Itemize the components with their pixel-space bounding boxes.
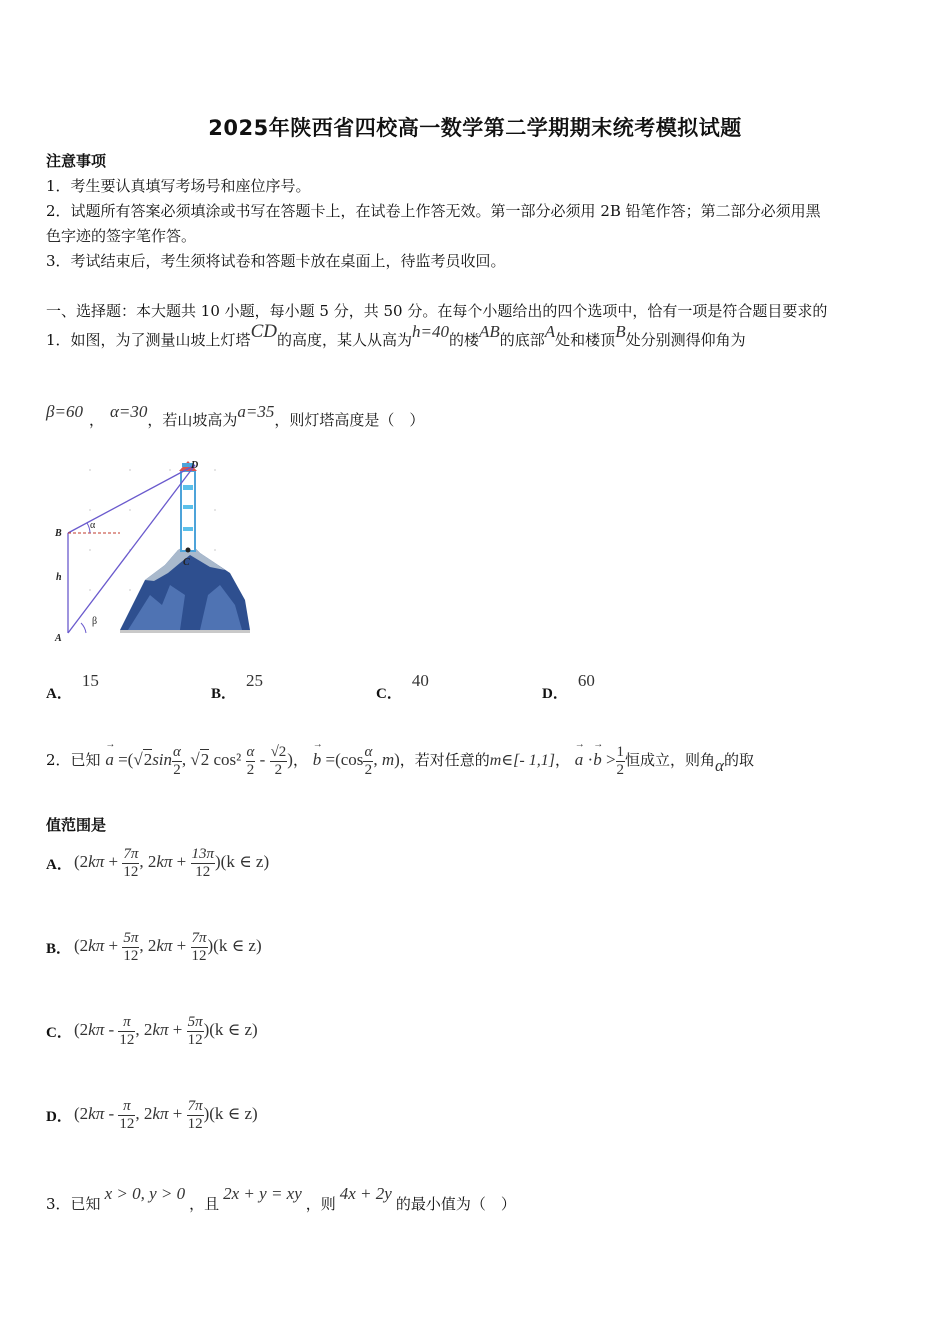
- frac-num: 13π: [191, 846, 215, 862]
- question-3: [46, 1184, 516, 1214]
- q1-text: 处和楼顶: [555, 331, 616, 349]
- frac-den: 12: [119, 1116, 135, 1132]
- q1-option-a[interactable]: [46, 670, 99, 702]
- q2-text: 恒成立，则角: [625, 751, 716, 769]
- frac-den: 12: [119, 1032, 135, 1048]
- frac-den: 12: [123, 864, 139, 880]
- q1-number: 1．: [46, 331, 71, 349]
- frac-den: 12: [187, 1116, 203, 1132]
- option-letter: C．: [376, 686, 402, 702]
- question-1-line1: [46, 321, 746, 366]
- sign: +: [108, 852, 119, 872]
- q1-math-h: h=40: [411, 322, 449, 341]
- page-title: 2025年陕西省四校高一数学第二学期期末统考模拟试题: [208, 116, 742, 140]
- q1-text: 的底部: [499, 331, 545, 349]
- q3-text: 的最小值为（ ）: [395, 1195, 516, 1213]
- q2-number: 2．: [46, 751, 71, 769]
- option-letter: B．: [211, 686, 237, 702]
- tail: )(k ∈ z): [215, 852, 270, 872]
- q2-option-b[interactable]: B． (2kπ + $\frac{5\pi}{12}$ , 2kπ + $\frac{7\pi}{12}$ )(k ∈ z): [46, 930, 262, 964]
- q1-text: 的楼: [448, 331, 479, 349]
- question-2-line2: 值范围是: [46, 816, 107, 834]
- label-b: B: [55, 528, 62, 539]
- q1-math-ab: AB: [478, 322, 500, 341]
- q2-dot-product-expr: → a ·→ b > $\frac{1}{2}$: [575, 750, 625, 769]
- frac-num: 7π: [191, 930, 207, 946]
- frac-num: 7π: [187, 1098, 203, 1114]
- frac-num: 5π: [187, 1014, 203, 1030]
- q3-math-expr: 4x + 2y: [339, 1184, 392, 1203]
- frac-num: π: [118, 1014, 135, 1032]
- option-letter: B．: [46, 941, 72, 957]
- frac-den: 12: [123, 948, 139, 964]
- option-letter: C．: [46, 1025, 72, 1041]
- frac-num: 7π: [123, 846, 139, 862]
- q3-math-cond1: x > 0, y > 0: [104, 1184, 186, 1203]
- label-alpha: α: [90, 520, 96, 531]
- q1-option-c[interactable]: [376, 670, 429, 702]
- lighthouse-figure: [50, 455, 260, 645]
- q2-text: ，若对任意的: [399, 751, 490, 769]
- q1-option-d[interactable]: [542, 670, 595, 702]
- q3-math-cond2: 2x + y = xy: [223, 1184, 302, 1203]
- frac-den: 12: [191, 948, 207, 964]
- frac-den: 12: [195, 864, 211, 880]
- question-2-line1: [46, 738, 754, 782]
- q1-math-alpha: α=30: [109, 402, 148, 421]
- q3-text: ，则: [305, 1195, 336, 1213]
- q1-text: 的高度，某人从高为: [276, 331, 412, 349]
- q3-text: ，且: [189, 1195, 220, 1213]
- q1-text: ，: [88, 411, 104, 429]
- q2-text: ，: [554, 751, 570, 769]
- frac-den: 12: [187, 1032, 203, 1048]
- option-letter: A．: [46, 686, 72, 702]
- option-value: 15: [81, 671, 99, 690]
- sign: -: [108, 1020, 115, 1040]
- q2-vector-a-expr: → a =(√2sin $\frac{\alpha}{2}$ , √2 cos² $\frac{\alpha}{2}$ - $\frac{√2}{2}$ ): [105, 750, 293, 769]
- option-value: 40: [411, 671, 429, 690]
- q1-math-b: B: [615, 322, 626, 341]
- q1-text: ，则灯塔高度是（ ）: [274, 411, 425, 429]
- notice-item-3: 3．考试结束后，考生须将试卷和答题卡放在桌面上，待监考员收回。: [46, 252, 506, 270]
- option-letter: D．: [542, 686, 568, 702]
- q1-text: ，若山坡高为: [147, 411, 238, 429]
- q2-math-range: m∈[- 1,1]: [489, 752, 555, 769]
- q2-text: 已知: [70, 751, 101, 769]
- tail: )(k ∈ z): [203, 1104, 258, 1124]
- q3-number: 3．: [46, 1195, 71, 1213]
- q2-option-a[interactable]: A． (2kπ + $\frac{7\pi}{12}$ , 2kπ + $\frac{13\pi}{12}$ )(k ∈ z): [46, 846, 270, 880]
- option-value: 60: [577, 671, 595, 690]
- q1-math-a: A: [544, 322, 556, 341]
- q1-text: 处分别测得仰角为: [625, 331, 746, 349]
- tail: )(k ∈ z): [203, 1020, 258, 1040]
- label-h: h: [56, 572, 62, 583]
- q2-option-c[interactable]: C． (2kπ - $\frac{\pi}{12}$ , 2kπ + $\frac{5\pi}{12}$ )(k ∈ z): [46, 1014, 258, 1048]
- sign: -: [108, 1104, 115, 1124]
- q3-text: 已知: [70, 1195, 101, 1213]
- label-a: A: [55, 633, 62, 644]
- q2-text: ，: [292, 751, 308, 769]
- tail: )(k ∈ z): [207, 936, 262, 956]
- notice-heading: 注意事项: [46, 152, 107, 170]
- q2-math-alpha: α: [715, 756, 724, 775]
- q1-options: [46, 670, 926, 700]
- frac-num: π: [118, 1098, 135, 1116]
- option-value: 25: [246, 671, 264, 690]
- q1-text: 如图，为了测量山坡上灯塔: [70, 331, 251, 349]
- q1-math-a35: a=35: [237, 402, 275, 421]
- notice-item-1: 1．考生要认真填写考场号和座位序号。: [46, 177, 311, 195]
- label-beta: β: [92, 616, 98, 627]
- q2-option-d[interactable]: D． (2kπ - $\frac{\pi}{12}$ , 2kπ + $\frac{7\pi}{12}$ )(k ∈ z): [46, 1098, 258, 1132]
- sign: +: [108, 936, 119, 956]
- section-heading: 一、选择题：本大题共 10 小题，每小题 5 分，共 50 分。在每个小题给出的四个选项中，恰有一项是符合题目要求的: [46, 302, 828, 320]
- option-letter: D．: [46, 1109, 72, 1125]
- q2-vector-b-expr: → b =(cos $\frac{\alpha}{2}$ , m): [313, 750, 400, 769]
- option-letter: A．: [46, 857, 72, 873]
- notice-item-2: 2．试题所有答案必须填涂或书写在答题卡上，在试卷上作答无效。第一部分必须用 2B 铅笔作答；第二部分必须用黑: [46, 202, 821, 220]
- q2-text: 的取: [723, 751, 754, 769]
- question-1-line2: [46, 402, 425, 430]
- frac-num: 5π: [123, 930, 139, 946]
- label-d: D: [191, 460, 199, 471]
- label-c: C: [183, 557, 190, 568]
- q1-option-b[interactable]: [211, 670, 264, 702]
- q1-math-beta: β=60: [46, 402, 83, 421]
- notice-item-2-cont: 色字迹的签字笔作答。: [46, 227, 197, 245]
- q1-math-cd: CD: [250, 321, 277, 342]
